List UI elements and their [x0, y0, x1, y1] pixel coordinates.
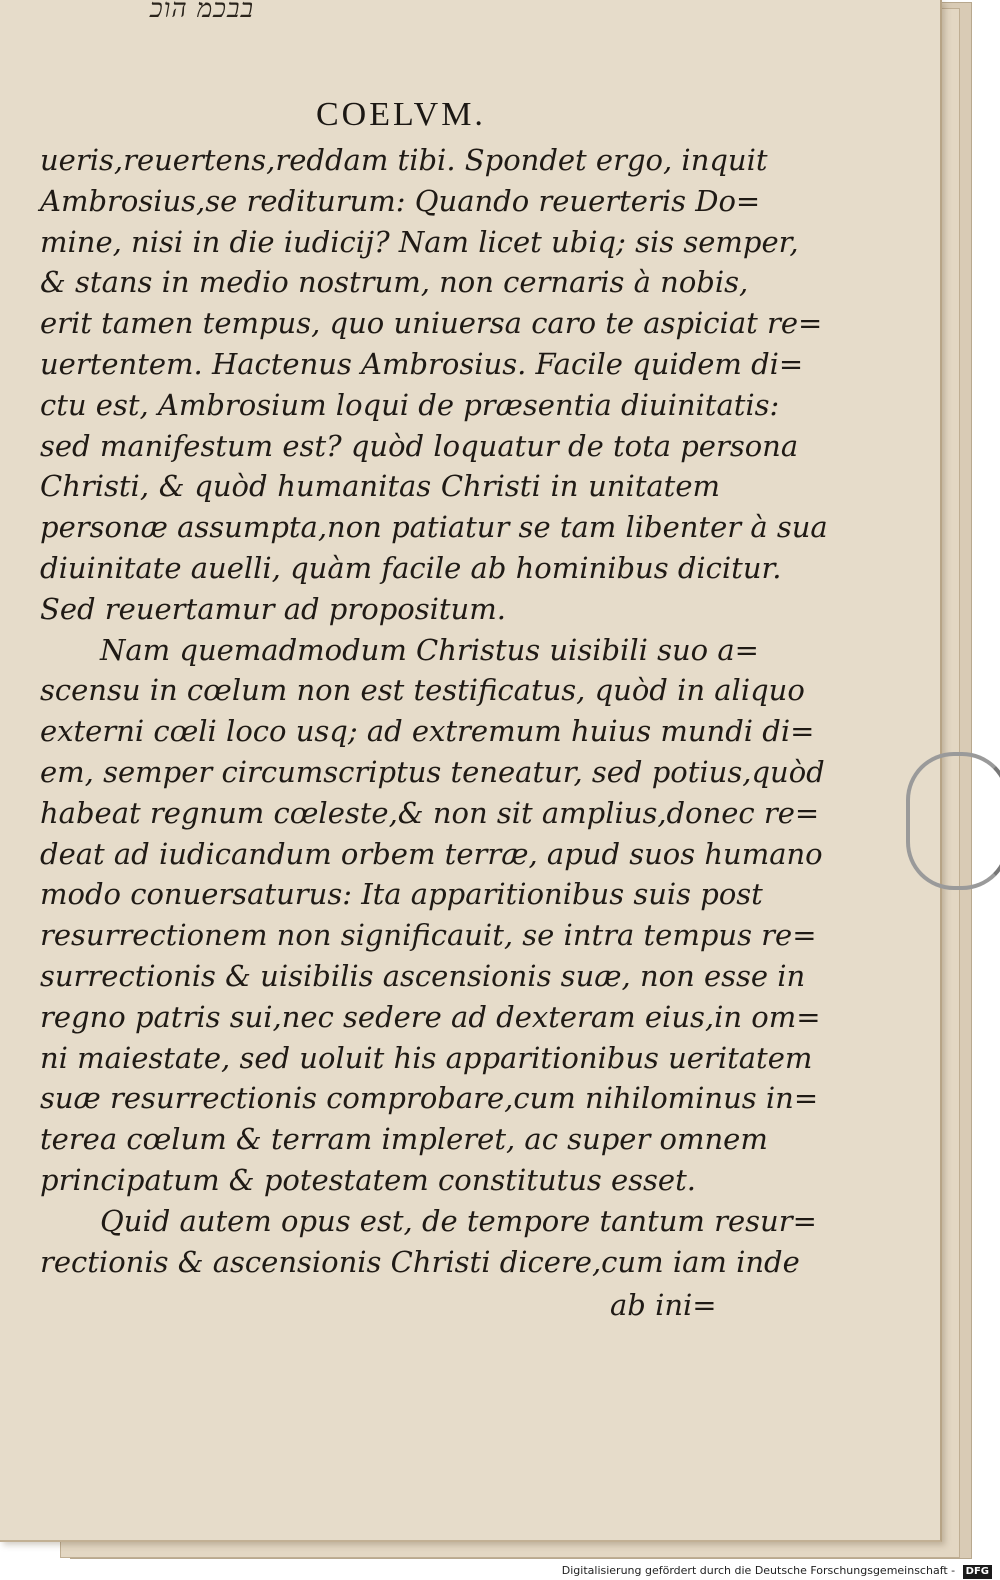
text-line: Ambrosius,se rediturum: Quando reuerteris Do=: [40, 183, 761, 218]
text-line: resurrectionem non significauit, se intra tempus re=: [40, 918, 817, 953]
running-head: COELVM.: [316, 96, 486, 133]
bleed-through-text: בבכמ הוכ: [150, 0, 255, 24]
dfg-logo: DFG: [963, 1565, 992, 1579]
text-line: Christi, & quòd humanitas Christi in unitatem: [40, 469, 720, 504]
text-line: deat ad iudicandum orbem terræ, apud suos humano: [40, 836, 823, 871]
text-line: mine, nisi in die iudicij? Nam licet ubiq; sis semper,: [40, 224, 799, 259]
text-line: personæ assumpta,non patiatur se tam libenter à sua: [40, 510, 828, 545]
text-line: surrectionis & uisibilis ascensionis suæ, non esse in: [40, 958, 806, 993]
digitization-footer: [0, 1562, 1000, 1580]
text-line: Quid autem opus est, de tempore tantum resur=: [100, 1203, 817, 1238]
text-line: Nam quemadmodum Christus uisibili suo a=: [100, 632, 759, 667]
text-line: habeat regnum cœleste,& non sit amplius,donec re=: [40, 795, 820, 830]
text-line: & stans in medio nostrum, non cernaris à nobis,: [40, 265, 749, 300]
text-line: sed manifestum est? quòd loquatur de tota persona: [40, 428, 799, 463]
text-line: externi cœli loco usq; ad extremum huius mundi di=: [40, 714, 815, 749]
text-line: em, semper circumscriptus teneatur, sed potius,quòd: [40, 754, 825, 789]
text-line: modo conuersaturus: Ita apparitionibus suis post: [40, 877, 763, 912]
text-line: suæ resurrectionis comprobare,cum nihilominus in=: [40, 1081, 819, 1116]
text-line: regno patris sui,nec sedere ad dexteram eius,in om=: [40, 999, 821, 1034]
text-line: ueris,reuertens,reddam tibi. Spondet ergo, inquit: [40, 143, 768, 177]
text-line: ni maiestate, sed uoluit his apparitionibus ueritatem: [40, 1040, 813, 1075]
text-line: terea cœlum & terram impleret, ac super omnem: [40, 1122, 768, 1157]
page-body-text: [40, 140, 828, 1282]
catchword: ab ini=: [610, 1288, 717, 1322]
text-line: scensu in cœlum non est testificatus, quòd in aliquo: [40, 673, 805, 708]
paper-clip: [906, 752, 1000, 890]
text-line: Sed reuertamur ad propositum.: [40, 591, 506, 626]
text-line: uertentem. Hactenus Ambrosius. Facile quidem di=: [40, 346, 804, 381]
text-line: principatum & potestatem constitutus esset.: [40, 1162, 696, 1197]
text-line: ctu est, Ambrosium loqui de præsentia diuinitatis:: [40, 387, 780, 422]
text-line: rectionis & ascensionis Christi dicere,cum iam inde: [40, 1244, 800, 1279]
footer-text: Digitalisierung gefördert durch die Deutsche Forschungsgemeinschaft -: [561, 1564, 956, 1577]
text-line: erit tamen tempus, quo uniuersa caro te aspiciat re=: [40, 306, 823, 341]
text-line: diuinitate auelli, quàm facile ab hominibus dicitur.: [40, 550, 782, 585]
